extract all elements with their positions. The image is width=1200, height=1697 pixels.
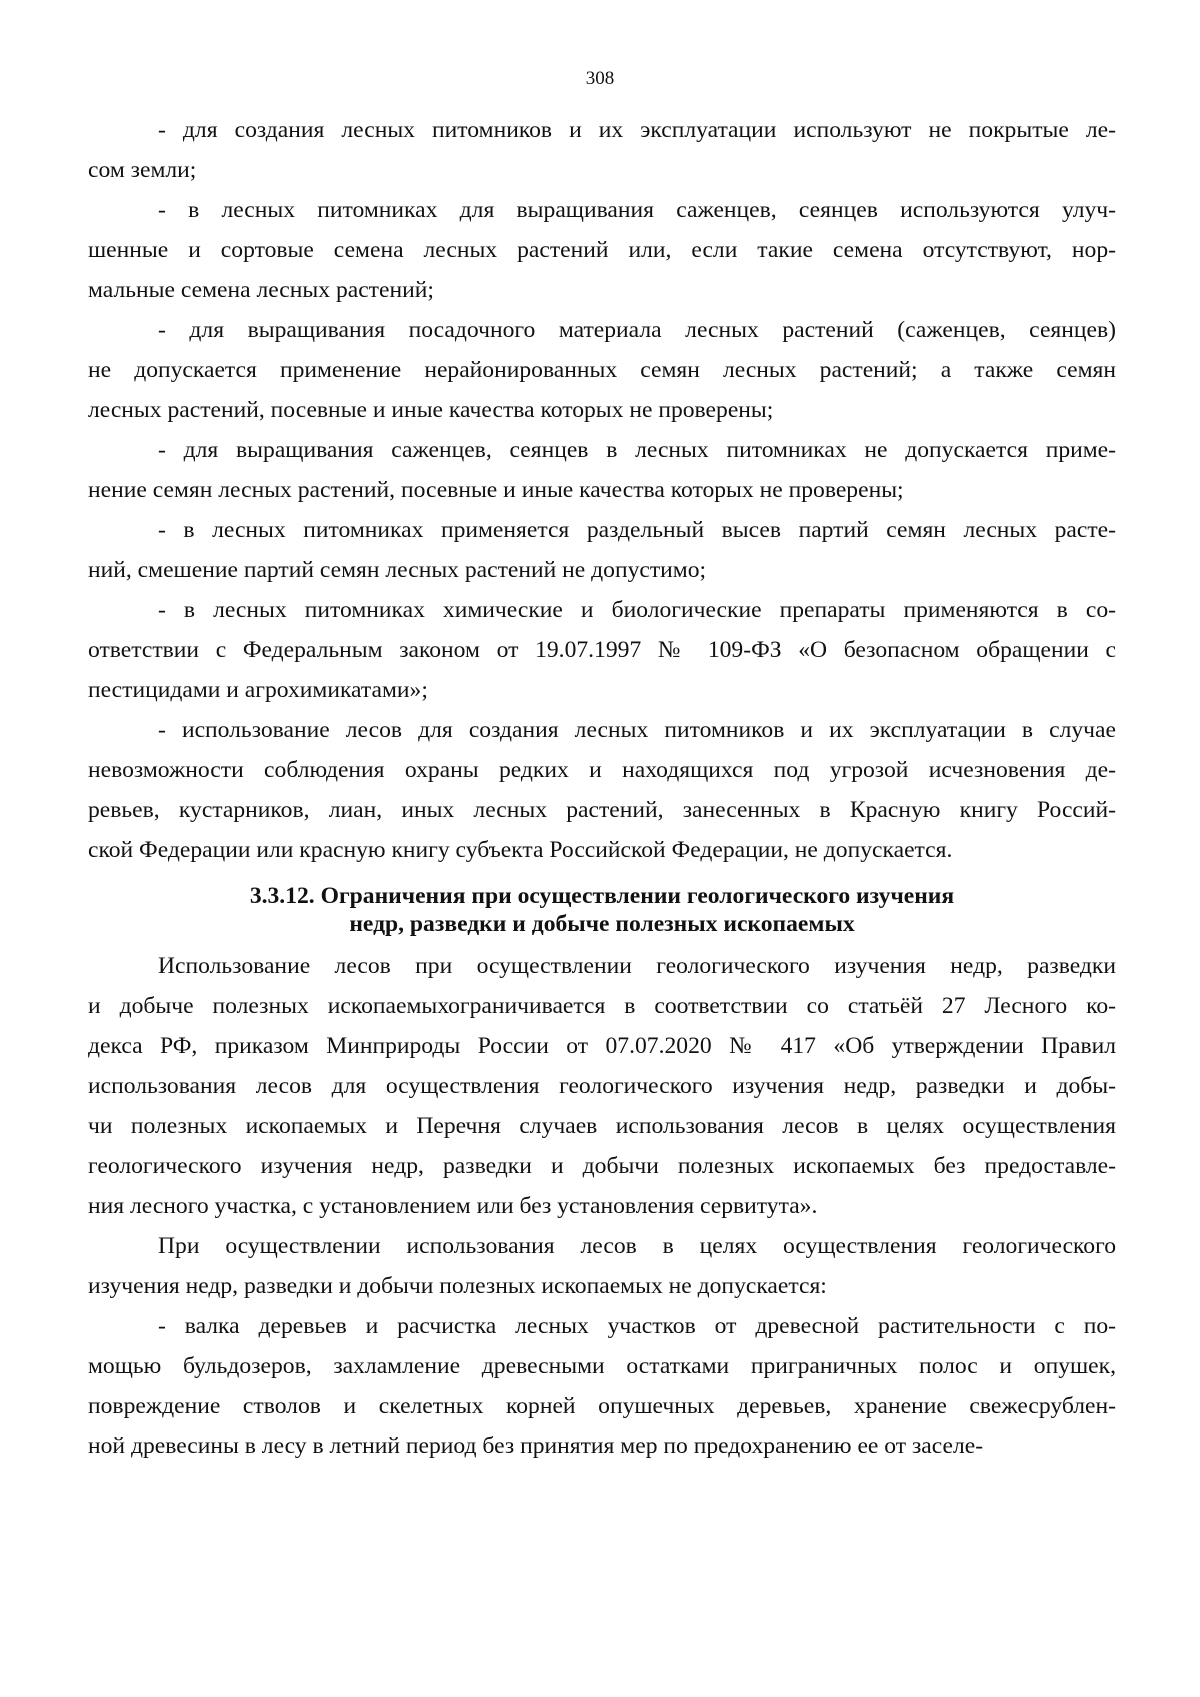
paragraph-line: использования лесов для осуществления геологического изучения недр, разведки и добы- (88, 1073, 1116, 1099)
paragraph (88, 1226, 1116, 1306)
paragraph (88, 710, 1116, 870)
paragraph-line: мощью бульдозеров, захламление древесными остатками приграничных полос и опушек, (88, 1353, 1116, 1379)
paragraph-line: - в лесных питомниках для выращивания саженцев, сеянцев используются улуч- (158, 197, 1116, 223)
paragraph-line: При осуществлении использования лесов в целях осуществления геологического (158, 1233, 1116, 1259)
paragraph (88, 510, 1116, 590)
top-paragraphs (88, 110, 1116, 870)
paragraph-line: ния лесного участка, с установлением или без установления сервитута». (88, 1193, 818, 1219)
paragraph-line: и добыче полезных ископаемыхограничивается в соответствии со статьёй 27 Лесного ко- (88, 993, 1116, 1019)
paragraph-line: - валка деревьев и расчистка лесных участков от древесной растительности с по- (158, 1313, 1116, 1339)
document-body (88, 110, 1116, 1466)
paragraph-line: ревьев, кустарников, лиан, иных лесных растений, занесенных в Красную книгу Россий- (88, 797, 1116, 823)
paragraph-line: сом земли; (88, 157, 197, 183)
paragraph-line: чи полезных ископаемых и Перечня случаев использования лесов в целях осуществления (88, 1113, 1116, 1139)
paragraph (88, 190, 1116, 310)
paragraph (88, 590, 1116, 710)
page-number: 308 (585, 68, 615, 89)
paragraph-line: - для выращивания посадочного материала лесных растений (саженцев, сеянцев) (158, 317, 1116, 343)
paragraph (88, 110, 1116, 190)
paragraph-line: Использование лесов при осуществлении геологического изучения недр, разведки (158, 953, 1116, 979)
paragraph (88, 1306, 1116, 1466)
section-heading-line: 3.3.12. Ограничения при осуществлении геологического изучения (249, 883, 955, 909)
paragraph-line: ной древесины в лесу в летний период без принятия мер по предохранению ее от заселе- (88, 1433, 984, 1459)
paragraph-line: ской Федерации или красную книгу субъекта Российской Федерации, не допускается. (88, 837, 953, 863)
paragraph-line: - для выращивания саженцев, сеянцев в лесных питомниках не допускается приме- (158, 437, 1116, 463)
section-heading (88, 882, 1116, 938)
paragraph-line: не допускается применение нерайонированных семян лесных растений; а также семян (88, 357, 1116, 383)
paragraph-line: - использование лесов для создания лесных питомников и их эксплуатации в случае (158, 717, 1116, 743)
paragraph-line: шенные и сортовые семена лесных растений или, если такие семена отсутствуют, нор- (88, 237, 1116, 263)
bottom-paragraphs (88, 946, 1116, 1466)
paragraph-line: геологического изучения недр, разведки и добычи полезных ископаемых без предоставле- (88, 1153, 1116, 1179)
paragraph-line: лесных растений, посевные и иные качества которых не проверены; (88, 397, 774, 423)
paragraph-line: пестицидами и агрохимикатами»; (88, 677, 428, 703)
paragraph-line: - для создания лесных питомников и их эксплуатации используют не покрытые ле- (158, 117, 1116, 143)
paragraph-line: повреждение стволов и скелетных корней опушечных деревьев, хранение свежесрублен- (88, 1393, 1116, 1419)
paragraph-line: ответствии с Федеральным законом от 19.07.1997 № 109-ФЗ «О безопасном обращении с (88, 637, 1116, 663)
paragraph-line: ний, смешение партий семян лесных растений не допустимо; (88, 557, 707, 583)
paragraph (88, 430, 1116, 510)
paragraph-line: мальные семена лесных растений; (88, 277, 434, 303)
paragraph-line: - в лесных питомниках химические и биологические препараты применяются в со- (158, 597, 1116, 623)
paragraph-line: изучения недр, разведки и добычи полезных ископаемых не допускается: (88, 1273, 827, 1299)
paragraph (88, 310, 1116, 430)
paragraph-line: нение семян лесных растений, посевные и иные качества которых не проверены; (88, 477, 904, 503)
section-heading-line: недр, разведки и добыче полезных ископаемых (349, 911, 855, 937)
paragraph-line: - в лесных питомниках применяется раздельный высев партий семян лесных расте- (158, 517, 1116, 543)
paragraph-line: декса РФ, приказом Минприроды России от 07.07.2020 № 417 «Об утверждении Правил (88, 1033, 1116, 1059)
paragraph (88, 946, 1116, 1226)
paragraph-line: невозможности соблюдения охраны редких и находящихся под угрозой исчезновения де- (88, 757, 1116, 783)
